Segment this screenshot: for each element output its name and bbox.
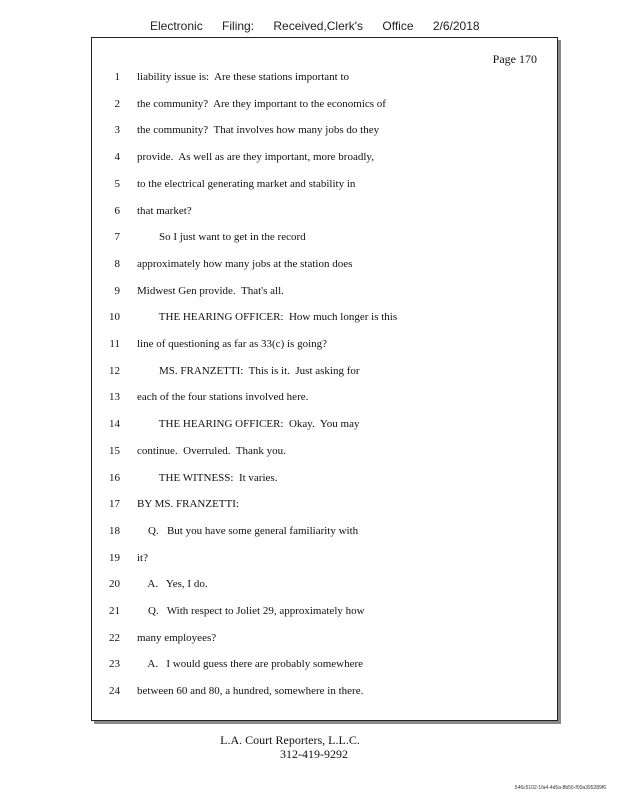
line-number: 17	[109, 498, 120, 511]
line-text: THE WITNESS: It varies.	[137, 471, 278, 484]
line-text: between 60 and 80, a hundred, somewhere in there.	[137, 685, 364, 698]
line-text: line of questioning as far as 33(c) is going?	[137, 338, 328, 350]
line-text: A. Yes, I do.	[137, 578, 208, 591]
line-number: 23	[109, 658, 120, 671]
line-text: each of the four stations involved here.	[137, 391, 309, 404]
line-text: THE HEARING OFFICER: Okay. You may	[137, 418, 360, 431]
line-number: 1	[114, 71, 120, 83]
line-text: approximately how many jobs at the station does	[137, 257, 353, 270]
line-number: 7	[114, 231, 120, 244]
filing-header-part: Electronic	[150, 19, 203, 33]
line-text: A. I would guess there are probably somewhere	[137, 658, 364, 671]
line-number: 2	[114, 97, 120, 110]
filing-header-part: 2/6/2018	[432, 19, 480, 33]
line-number: 8	[114, 257, 120, 270]
page-number: Page 170	[492, 52, 537, 66]
line-number: 21	[109, 605, 120, 617]
footer-company: L.A. Court Reporters, L.L.C.	[220, 733, 360, 747]
line-number: 15	[109, 444, 120, 457]
line-text: So I just want to get in the record	[137, 231, 306, 244]
line-text: provide. As well as are they important, more broadly,	[137, 151, 374, 164]
line-number: 6	[114, 204, 120, 217]
line-number: 10	[109, 311, 120, 324]
line-number: 11	[109, 338, 120, 350]
line-number: 14	[109, 418, 120, 431]
filing-header-part: Office	[382, 19, 414, 33]
line-number: 9	[114, 284, 120, 297]
line-text: liability issue is: Are these stations important to	[137, 71, 350, 83]
line-number: 3	[114, 124, 120, 137]
document-id: 546c5102-1fa4-4d5a-8b56-f00a395289f6	[514, 785, 606, 791]
line-number: 22	[109, 631, 120, 644]
line-number: 4	[114, 151, 120, 164]
line-number: 5	[114, 177, 120, 190]
line-number: 20	[109, 578, 120, 591]
line-number: 24	[109, 685, 120, 698]
line-text: it?	[137, 551, 148, 564]
line-text: THE HEARING OFFICER: How much longer is this	[137, 311, 398, 324]
line-text: the community? That involves how many jobs do they	[137, 124, 380, 137]
line-text: continue. Overruled. Thank you.	[137, 444, 286, 457]
line-text: Midwest Gen provide. That's all.	[137, 284, 284, 297]
line-text: to the electrical generating market and stability in	[137, 177, 356, 190]
line-text: that market?	[137, 204, 192, 217]
line-text: Q. With respect to Joliet 29, approximately how	[137, 605, 365, 617]
electronic-filing-header	[150, 19, 480, 33]
line-number: 13	[109, 391, 120, 404]
line-number: 19	[109, 551, 120, 564]
line-number: 18	[109, 524, 120, 537]
footer-phone: 312-419-9292	[280, 747, 348, 761]
line-text: BY MS. FRANZETTI:	[137, 498, 239, 511]
filing-header-part: Filing:	[222, 19, 255, 33]
line-text: the community? Are they important to the economics of	[137, 97, 386, 110]
transcript-page	[91, 37, 558, 721]
line-text: Q. But you have some general familiarity with	[137, 524, 359, 537]
line-number: 12	[109, 364, 120, 377]
filing-header-part: Received,Clerk's	[273, 19, 364, 33]
line-text: many employees?	[137, 631, 217, 644]
line-number: 16	[109, 471, 120, 484]
line-text: MS. FRANZETTI: This is it. Just asking for	[137, 364, 360, 377]
